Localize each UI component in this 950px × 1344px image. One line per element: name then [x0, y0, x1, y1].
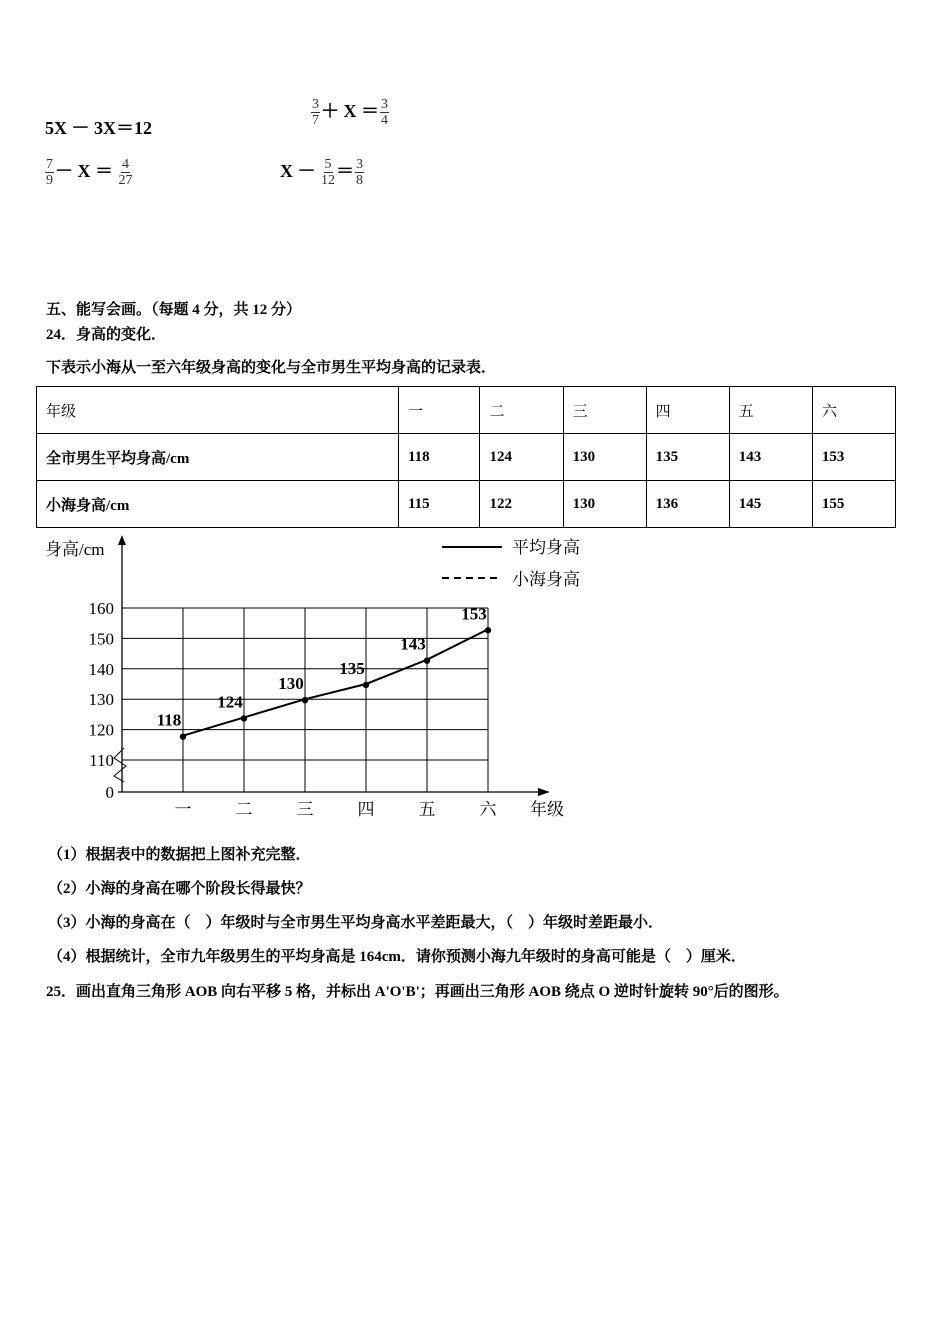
denominator: 27: [118, 173, 133, 189]
denominator: 8: [356, 173, 363, 189]
data-label: 124: [217, 692, 243, 712]
data-point: [241, 715, 247, 721]
table-cell: 三: [563, 387, 646, 434]
table-cell: 五: [729, 387, 812, 434]
table-cell: 四: [646, 387, 729, 434]
table-cell: 145: [729, 481, 812, 528]
table-cell: 全市男生平均身高/cm: [37, 434, 399, 481]
x-axis-label: 年级: [530, 800, 564, 819]
question-24-2: （2）小海的身高在哪个阶段长得最快？: [48, 881, 311, 897]
data-label: 143: [400, 634, 426, 654]
table-cell: 二: [480, 387, 563, 434]
fraction: [45, 157, 54, 188]
table-header-row: [37, 387, 896, 434]
table-cell: 118: [399, 434, 480, 481]
table-cell: 136: [646, 481, 729, 528]
data-label: 153: [461, 604, 487, 624]
height-table: [36, 386, 896, 528]
numerator: 5: [324, 157, 332, 173]
table-cell: 143: [729, 434, 812, 481]
question-24-4: （4）根据统计，全市九年级男生的平均身高是 164cm．请你预测小海九年级时的身高可能是（ ）厘米．: [48, 949, 746, 965]
table-cell: 115: [399, 481, 480, 528]
data-point: [485, 627, 491, 633]
table-cell: 130: [563, 481, 646, 528]
table-cell: 155: [812, 481, 895, 528]
equation-3: [44, 157, 134, 188]
fraction: [321, 157, 335, 188]
y-tick-label: 130: [88, 690, 114, 710]
equation-2: [310, 97, 390, 128]
table-cell: 130: [563, 434, 646, 481]
y-tick-label: 140: [88, 659, 114, 679]
height-line-chart: [0, 530, 620, 830]
fraction: [119, 157, 133, 188]
y-tick-label: 120: [88, 720, 114, 740]
equation-text: 5X － 3X＝12: [45, 118, 152, 138]
fraction: [380, 97, 389, 128]
numerator: 3: [381, 97, 388, 113]
denominator: 12: [321, 173, 335, 189]
y-tick-label: 0: [105, 783, 114, 802]
equation-4: [280, 157, 365, 188]
legend-label-xiaohai: 小海身高: [512, 570, 580, 589]
table-row: [37, 481, 896, 528]
numerator: 3: [356, 157, 363, 173]
y-tick-label: 110: [89, 751, 114, 770]
equation-text: ＋ X ＝: [321, 101, 379, 121]
table-cell: 六: [812, 387, 895, 434]
equation-text: － X ＝: [55, 161, 113, 181]
data-label: 135: [339, 659, 365, 678]
x-tick-label: 五: [418, 800, 436, 819]
y-axis-label: 身高/cm: [45, 540, 105, 559]
table-cell: 124: [480, 434, 563, 481]
question-25: 25．画出直角三角形 AOB 向右平移 5 格，并标出 A'O'B'；再画出三角形 AOB 绕点 O 逆时针旋转 90°后的图形。: [46, 984, 789, 1000]
question-24-1: （1）根据表中的数据把上图补充完整．: [48, 847, 311, 863]
axis-break-icon: [114, 748, 126, 782]
numerator: 4: [122, 157, 129, 173]
data-point: [363, 682, 369, 688]
table-cell: 年级: [37, 387, 399, 434]
x-tick-label: 三: [296, 800, 314, 819]
table-cell: 一: [399, 387, 480, 434]
denominator: 7: [312, 113, 319, 129]
data-point: [424, 657, 430, 663]
table-row: [37, 434, 896, 481]
data-point: [180, 733, 186, 739]
section-title: 五、能写会画。（每题 4 分，共 12 分）: [46, 302, 302, 318]
equation-text: X －: [280, 161, 316, 181]
data-label: 130: [278, 674, 304, 694]
table-cell: 122: [480, 481, 563, 528]
data-point: [302, 697, 308, 703]
question-24-intro: 下表示小海从一至六年级身高的变化与全市男生平均身高的记录表．: [46, 360, 497, 376]
y-axis-arrow: [118, 535, 126, 545]
table-cell: 小海身高/cm: [37, 481, 399, 528]
x-tick-label: 一: [174, 800, 192, 819]
y-tick-label: 160: [88, 599, 114, 618]
x-tick-label: 六: [479, 800, 497, 819]
table-cell: 135: [646, 434, 729, 481]
numerator: 3: [312, 97, 319, 113]
legend-label-average: 平均身高: [512, 538, 580, 557]
data-label: 118: [156, 710, 182, 730]
x-tick-label: 二: [235, 800, 253, 819]
table-cell: 153: [812, 434, 895, 481]
question-24-title: 24．身高的变化．: [46, 327, 167, 343]
denominator: 4: [381, 113, 388, 129]
equation-1: [45, 114, 152, 140]
x-axis-arrow: [538, 788, 550, 796]
equation-text: ＝: [336, 161, 354, 181]
y-tick-label: 150: [88, 629, 114, 649]
numerator: 7: [46, 157, 53, 173]
fraction: [355, 157, 364, 188]
series-line-average: [183, 629, 488, 735]
x-tick-label: 四: [357, 800, 375, 819]
fraction: [311, 97, 320, 128]
denominator: 9: [46, 173, 53, 189]
question-24-3: （3）小海的身高在（ ）年级时与全市男生平均身高水平差距最大，（ ）年级时差距最小．: [48, 915, 664, 931]
